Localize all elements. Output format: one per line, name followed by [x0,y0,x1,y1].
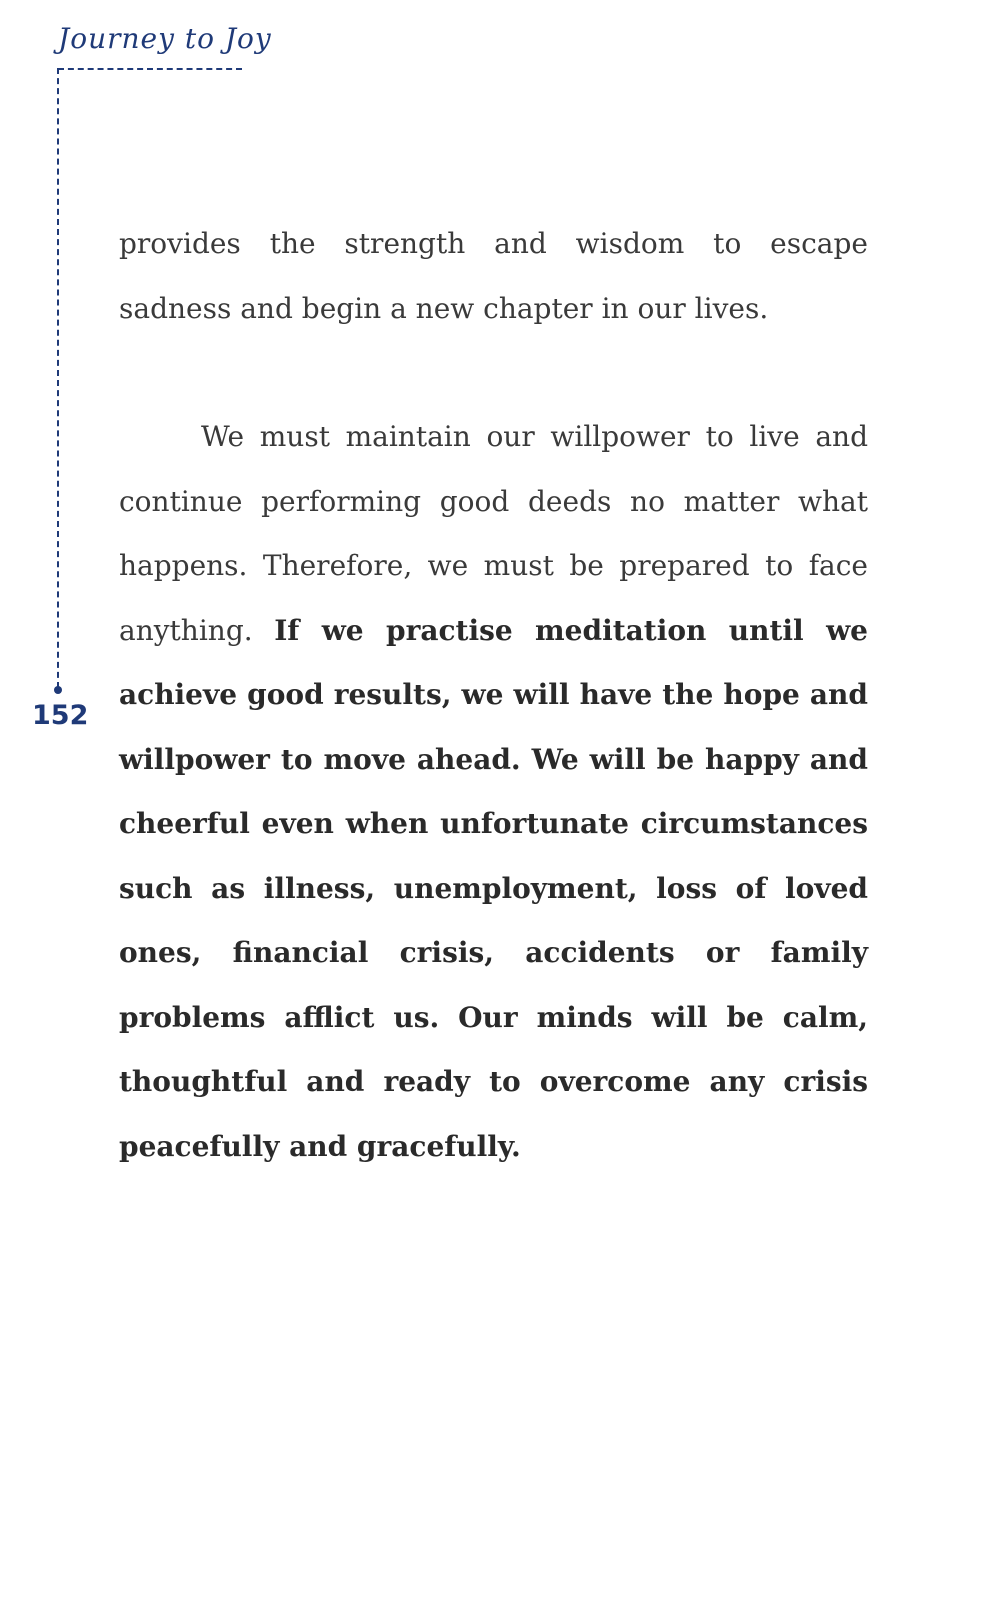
paragraph-spacer [119,341,868,405]
page-body [119,212,868,1179]
paragraph-regular-text: We must maintain our willpower to live and continue performing good deeds no matter what happens. Therefore, we must be prepared to face anything. [119,420,868,647]
paragraph-continued: provides the strength and wisdom to escape sadness and begin a new chapter in our lives. [119,227,868,325]
paragraph-main [119,405,868,1179]
guide-end-dot [54,686,62,694]
paragraph-bold-text: If we practise meditation until we achieve good results, we will have the hope and willpower to move ahead. We will be happy and cheerful even when unfortunate circumstances such as illness, unemployment, loss of loved ones, financial crisis, accidents or family problems afflict us. Our minds will be calm, thoughtful and ready to overcome any crisis peacefully and gracefully. [119,613,868,1163]
margin-dashed-guide [57,68,59,688]
header-dashed-rule [58,68,242,70]
page-number: 152 [32,700,89,731]
running-header-title: Journey to Joy [58,22,272,55]
